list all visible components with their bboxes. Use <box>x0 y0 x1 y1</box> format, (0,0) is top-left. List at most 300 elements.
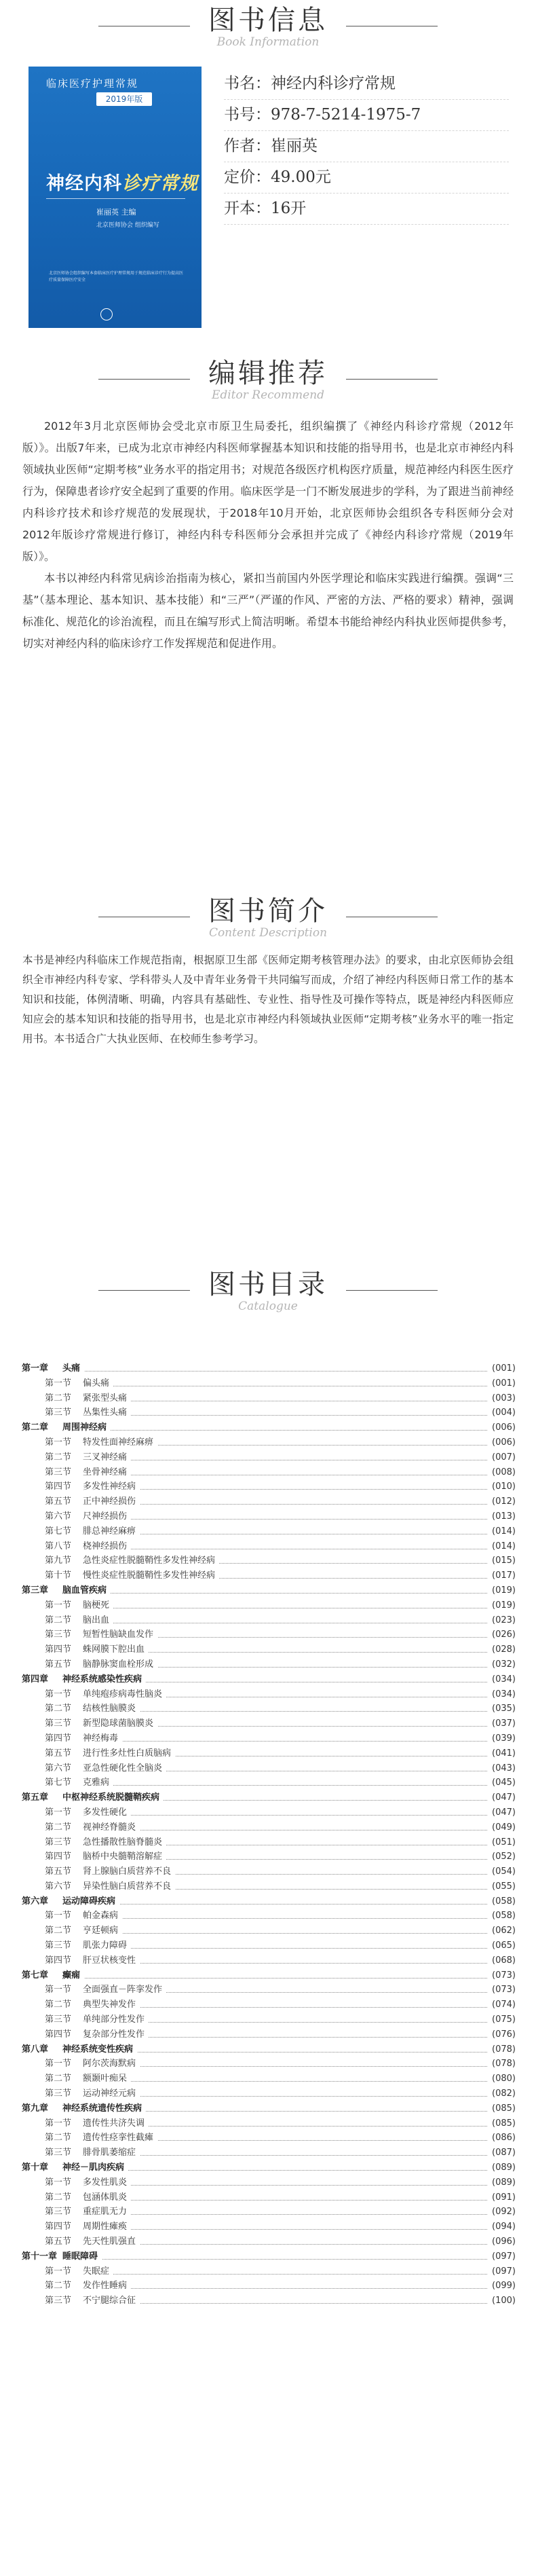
toc-entry-title <box>45 1953 140 1968</box>
cover-rule <box>46 198 185 199</box>
toc-entry-page: (014) <box>488 1539 516 1554</box>
toc-entry-number: 第三节 <box>45 2207 72 2218</box>
toc-section-row <box>22 1657 516 1672</box>
toc-entry-number: 第四节 <box>45 1482 72 1492</box>
toc-entry-label: 进行性多灶性白质脑病 <box>83 1748 172 1759</box>
toc-entry-title <box>45 1820 140 1835</box>
info-isbn-row <box>224 99 509 131</box>
cover-publisher-line: 北京医师协会 组织编写 <box>96 222 159 229</box>
toc-entry-title <box>22 2160 128 2175</box>
toc-chapter-row <box>22 1583 516 1598</box>
toc-entry-title <box>45 1524 140 1539</box>
toc-entry-page: (086) <box>488 2131 516 2146</box>
info-label: 书号： <box>224 106 271 124</box>
cover-title <box>46 168 198 195</box>
toc-entry-title <box>45 2234 140 2249</box>
toc-entry-title <box>45 1731 122 1746</box>
toc-section-row <box>22 1938 516 1953</box>
toc-entry-page: (034) <box>488 1687 516 1702</box>
info-value: 神经内科诊疗常规 <box>271 75 396 92</box>
info-value: 978-7-5214-1975-7 <box>271 106 421 124</box>
intro-paragraph: 本书是神经内科临床工作规范指南，根据原卫生部《医师定期考核管理办法》的要求，由北京医师协会组织全市神经内科专家、学科带头人及中青年业务骨干共同编写而成，介绍了神经内科医师日常工作的基本知识和技能，体例清晰、明确，内容具有基础性、专业性、指导性及可操作等特点，既是神经内科医师应知应会的基本知识和技能的指导用书，也是北京市神经内科领域执业医师“定期考核”业务水平的唯一指定用书。本书适合广大执业医师、在校师生参考学习。 <box>22 954 514 1045</box>
toc-entry-number: 第二章 <box>22 1422 49 1433</box>
toc-entry-number: 第二节 <box>45 2000 72 2010</box>
toc-entry-title <box>45 2175 131 2190</box>
toc-entry-number: 第三节 <box>45 2089 72 2099</box>
toc-entry-number: 第五节 <box>45 2237 72 2247</box>
toc-entry-number: 第一节 <box>45 2118 72 2129</box>
toc-entry-title <box>45 2279 131 2294</box>
toc-entry-page: (007) <box>488 1450 516 1465</box>
toc-entry-label: 阿尔茨海默病 <box>83 2059 136 2069</box>
toc-section-row <box>22 1850 516 1864</box>
toc-leader-dots <box>45 1785 516 1786</box>
toc-section-row <box>22 1405 516 1420</box>
heading-rule-left <box>98 379 190 380</box>
toc-entry-title <box>45 1761 166 1776</box>
toc-entry-page: (006) <box>488 1435 516 1450</box>
recommend-paragraph: 2012年3月北京医师协会受北京市原卫生局委托，组织编撰了《神经内科诊疗常规（2012年版）》。出版7年来，已成为北京市神经内科医师掌握基本知识和技能的指导用书，也是北京市神经内科领域执业医师“定期考核”业务水平的指定用书；对规范各级医疗机构医疗质量，规范神经内科医生医疗行为，保障患者诊疗安全起到了重要的作用。临床医学是一门不断发展进步的学科，为了跟进当前神经内科诊疗技术和诊疗规范的发展现状，于2018年10月开始，北京医师协会组织各专科医师分会对2012年版诊疗常规进行修订，神经内科专科医师分会承担并完成了《神经内科诊疗常规（2019年版）》。 <box>22 420 514 563</box>
info-title-row <box>224 68 509 100</box>
toc-entry-label: 运动神经元病 <box>83 2089 136 2099</box>
toc-entry-title <box>45 1405 131 1420</box>
toc-entry-number: 第五节 <box>45 1866 72 1877</box>
toc-entry-number: 第一节 <box>45 1600 72 1611</box>
toc-entry-number: 第三节 <box>45 2148 72 2158</box>
toc-entry-label: 紧张型头痛 <box>83 1393 128 1403</box>
toc-entry-page: (099) <box>488 2279 516 2294</box>
toc-section-row <box>22 1524 516 1539</box>
cover-series: 临床医疗护理常规 <box>46 77 139 90</box>
toc-entry-label: 肾上腺脑白质营养不良 <box>83 1866 172 1877</box>
intro-subtitle: Content Description <box>208 926 328 940</box>
toc-entry-label: 不宁腿综合征 <box>83 2296 136 2306</box>
toc-entry-label: 脑桥中央髓鞘溶解症 <box>83 1852 163 1862</box>
toc-section-row <box>22 2012 516 2027</box>
toc-entry-title <box>45 1775 113 1790</box>
toc-entry-title <box>45 1998 140 2012</box>
toc-entry-number: 第三节 <box>45 2296 72 2306</box>
toc-entry-page: (051) <box>488 1835 516 1850</box>
intro-title: 图书简介 <box>208 896 328 927</box>
toc-entry-title <box>45 1376 113 1391</box>
toc-section-row <box>22 1864 516 1879</box>
toc-entry-number: 第一章 <box>22 1363 49 1374</box>
toc-entry-title <box>22 1672 146 1687</box>
toc-section-row <box>22 1983 516 1998</box>
toc-entry-page: (003) <box>488 1391 516 1406</box>
toc-entry-number: 第一节 <box>45 2177 72 2188</box>
toc-entry-number: 第一节 <box>45 1437 72 1448</box>
toc-section-row <box>22 2175 516 2190</box>
toc-chapter-row <box>22 2249 516 2264</box>
toc-entry-label: 癫痫 <box>62 1970 81 1981</box>
toc-entry-page: (065) <box>488 1938 516 1953</box>
toc-entry-label: 脑静脉窦血栓形成 <box>83 1659 154 1670</box>
toc-entry-label: 重症肌无力 <box>83 2207 128 2218</box>
toc-entry-page: (062) <box>488 1924 516 1938</box>
toc-section-row <box>22 1687 516 1702</box>
toc-section-row <box>22 2086 516 2101</box>
editor-recommend-body <box>22 416 514 655</box>
toc-entry-page: (047) <box>488 1805 516 1820</box>
toc-entry-page: (017) <box>488 1568 516 1583</box>
toc-entry-label: 头痛 <box>62 1363 81 1374</box>
toc-entry-title <box>45 2264 113 2279</box>
toc-entry-number: 第八节 <box>45 1541 72 1551</box>
toc-section-row <box>22 2190 516 2205</box>
toc-entry-number: 第三节 <box>45 1718 72 1729</box>
info-price-row <box>224 162 509 194</box>
toc-entry-number: 第一节 <box>45 1689 72 1699</box>
toc-entry-title <box>45 1864 175 1879</box>
toc-entry-label: 急性炎症性脱髓鞘性多发性神经病 <box>83 1556 216 1566</box>
toc-entry-label: 神经系统遗传性疾病 <box>62 2103 142 2114</box>
toc-chapter-row <box>22 1361 516 1376</box>
toc-section-row <box>22 2234 516 2249</box>
toc-entry-title <box>45 1835 166 1850</box>
toc-entry-title <box>45 2072 131 2086</box>
toc-entry-label: 运动障碍疾病 <box>62 1896 116 1907</box>
toc-chapter-row <box>22 2160 516 2175</box>
toc-section-row <box>22 1924 516 1938</box>
toc-entry-title <box>22 2249 102 2264</box>
toc-section-row <box>22 1598 516 1613</box>
toc-entry-title <box>45 1805 131 1820</box>
toc-section-row <box>22 1494 516 1509</box>
toc-entry-title <box>45 2057 140 2072</box>
toc-entry-label: 脑血管疾病 <box>62 1585 107 1596</box>
toc-entry-title <box>45 2012 149 2027</box>
toc-entry-number: 第四节 <box>45 1852 72 1862</box>
toc-entry-title <box>45 2205 131 2220</box>
toc-entry-page: (012) <box>488 1494 516 1509</box>
cover-title-accent: 诊疗常规 <box>122 173 198 194</box>
toc-entry-title <box>45 1746 175 1761</box>
info-label: 书名： <box>224 75 271 92</box>
toc-entry-page: (028) <box>488 1642 516 1657</box>
toc-entry-title <box>45 1909 122 1924</box>
toc-section-row <box>22 1998 516 2012</box>
toc-entry-page: (006) <box>488 1420 516 1435</box>
toc-entry-title <box>45 1539 131 1554</box>
toc-entry-title <box>45 1627 157 1642</box>
toc-leader-dots <box>22 1978 516 1979</box>
toc-entry-page: (013) <box>488 1509 516 1524</box>
toc-entry-number: 第二节 <box>45 1615 72 1625</box>
toc-entry-title <box>45 1479 140 1494</box>
toc-entry-number: 第六节 <box>45 1511 72 1522</box>
info-format-row <box>224 193 509 225</box>
toc-section-row <box>22 1716 516 1731</box>
toc-entry-label: 周期性瘫痪 <box>83 2222 128 2232</box>
cover-fineprint: 北京医师协会组织编写本套临床医疗护理常规用于规范临床诊疗行为提高医疗质量保障医疗安全 <box>49 271 184 282</box>
toc-entry-number: 第七节 <box>45 1526 72 1537</box>
toc-entry-page: (096) <box>488 2234 516 2249</box>
toc-entry-number: 第二节 <box>45 2133 72 2143</box>
toc-entry-label: 偏头痛 <box>83 1378 110 1388</box>
toc-entry-title <box>22 1583 111 1598</box>
toc-entry-number: 第二节 <box>45 2192 72 2203</box>
toc-entry-title <box>22 1420 111 1435</box>
toc-entry-title <box>45 1716 157 1731</box>
toc-entry-page: (023) <box>488 1613 516 1628</box>
toc-entry-title <box>45 1924 122 1938</box>
toc-entry-number: 第三节 <box>45 1630 72 1640</box>
toc-entry-title <box>45 2220 131 2234</box>
toc-entry-label: 特发性面神经麻痹 <box>83 1437 154 1448</box>
toc-entry-label: 肝豆状核变性 <box>83 1955 136 1966</box>
toc-entry-title <box>45 1568 219 1583</box>
toc-section-row <box>22 1479 516 1494</box>
toc-chapter-row <box>22 2101 516 2116</box>
toc-entry-page: (019) <box>488 1598 516 1613</box>
toc-entry-title <box>22 2042 137 2057</box>
toc-section-row <box>22 2131 516 2146</box>
toc-entry-page: (082) <box>488 2086 516 2101</box>
toc-entry-label: 神经系统感染性疾病 <box>62 1674 142 1685</box>
toc-section-row <box>22 1553 516 1568</box>
toc-entry-number: 第四节 <box>45 2029 72 2040</box>
toc-entry-title <box>45 1642 149 1657</box>
toc-section-row <box>22 1391 516 1406</box>
toc-leader-dots <box>45 2274 516 2275</box>
toc-entry-number: 第二节 <box>45 1393 72 1403</box>
intro-heading <box>0 896 536 940</box>
toc-entry-label: 神经－肌肉疾病 <box>62 2163 125 2173</box>
toc-entry-number: 第一节 <box>45 2059 72 2069</box>
toc-entry-page: (041) <box>488 1746 516 1761</box>
toc-entry-title <box>45 1435 157 1450</box>
heading-rule-right <box>346 1290 438 1291</box>
toc-section-row <box>22 2027 516 2042</box>
toc-section-row <box>22 1613 516 1628</box>
toc-entry-label: 脑出血 <box>83 1615 110 1625</box>
toc-entry-page: (076) <box>488 2027 516 2042</box>
toc-entry-number: 第二节 <box>45 2281 72 2292</box>
toc-entry-label: 额颞叶痴呆 <box>83 2074 128 2084</box>
toc-entry-number: 第四节 <box>45 1955 72 1966</box>
toc-section-row <box>22 1568 516 1583</box>
toc-section-row <box>22 1509 516 1524</box>
toc-section-row <box>22 2220 516 2234</box>
toc-entry-number: 第五节 <box>45 1659 72 1670</box>
toc-chapter-row <box>22 1968 516 1983</box>
editor-recommend-title: 编辑推荐 <box>208 358 328 389</box>
info-label: 作者： <box>224 137 271 155</box>
toc-entry-number: 第二节 <box>45 2074 72 2084</box>
toc-entry-page: (075) <box>488 2012 516 2027</box>
toc-entry-page: (001) <box>488 1361 516 1376</box>
toc-section-row <box>22 1775 516 1790</box>
book-info-subtitle: Book Information <box>216 35 320 49</box>
toc-entry-label: 多发性肌炎 <box>83 2177 128 2188</box>
toc-entry-title <box>45 1657 157 1672</box>
toc-entry-title <box>45 2131 157 2146</box>
toc-entry-label: 肌张力障碍 <box>83 1940 128 1951</box>
toc-entry-page: (078) <box>488 2042 516 2057</box>
book-info-heading <box>0 5 536 49</box>
toc-entry-label: 异染性脑白质营养不良 <box>83 1881 172 1892</box>
toc-entry-label: 腓骨肌萎缩症 <box>83 2148 136 2158</box>
toc-entry-number: 第二节 <box>45 1822 72 1833</box>
toc-section-row <box>22 1835 516 1850</box>
toc-entry-label: 全面强直－阵挛发作 <box>83 1985 163 1995</box>
toc-entry-title <box>45 1598 113 1613</box>
toc-entry-title <box>45 1701 140 1716</box>
toc-entry-number: 第四节 <box>45 1644 72 1655</box>
toc-entry-page: (015) <box>488 1553 516 1568</box>
toc-entry-number: 第四节 <box>45 2222 72 2232</box>
toc-entry-number: 第七节 <box>45 1778 72 1788</box>
toc-section-row <box>22 1465 516 1480</box>
info-label: 开本： <box>224 200 271 217</box>
toc-entry-page: (094) <box>488 2220 516 2234</box>
toc-chapter-row <box>22 1894 516 1909</box>
toc-section-row <box>22 2116 516 2131</box>
toc-entry-label: 正中神经损伤 <box>83 1496 136 1507</box>
toc-section-row <box>22 1701 516 1716</box>
toc-entry-number: 第六节 <box>45 1763 72 1773</box>
book-info-title: 图书信息 <box>208 5 328 36</box>
info-label: 定价： <box>224 168 271 186</box>
info-value: 崔丽英 <box>271 137 318 155</box>
toc-entry-title <box>45 1509 131 1524</box>
toc-entry-page: (058) <box>488 1909 516 1924</box>
toc-entry-title <box>45 2190 131 2205</box>
toc-entry-number: 第六节 <box>45 1881 72 1892</box>
toc-entry-number: 第三章 <box>22 1585 49 1596</box>
toc-entry-page: (043) <box>488 1761 516 1776</box>
editor-recommend-heading <box>0 358 536 402</box>
heading-rule-right <box>346 379 438 380</box>
toc-section-row <box>22 1953 516 1968</box>
toc-entry-label: 脑梗死 <box>83 1600 110 1611</box>
toc-entry-number: 第一节 <box>45 1911 72 1921</box>
toc-section-row <box>22 1450 516 1465</box>
cover-edition-badge: 2019年版 <box>96 92 152 106</box>
toc-entry-number: 第四章 <box>22 1674 49 1685</box>
toc-entry-title <box>45 1983 166 1998</box>
toc-heading <box>0 1270 536 1313</box>
toc-entry-page: (026) <box>488 1627 516 1642</box>
toc-chapter-row <box>22 1420 516 1435</box>
toc-entry-page: (080) <box>488 2072 516 2086</box>
toc-entry-title <box>45 2294 140 2308</box>
toc-entry-page: (085) <box>488 2101 516 2116</box>
toc-entry-page: (004) <box>488 1405 516 1420</box>
toc-entry-title <box>45 2146 140 2160</box>
toc-entry-title <box>45 1938 131 1953</box>
toc-entry-label: 亚急性硬化性全脑炎 <box>83 1763 163 1773</box>
toc-entry-label: 神经梅毒 <box>83 1733 119 1744</box>
toc-entry-number: 第三节 <box>45 1407 72 1418</box>
toc-entry-title <box>45 1391 131 1406</box>
toc-section-row <box>22 2279 516 2294</box>
toc-entry-page: (089) <box>488 2160 516 2175</box>
toc-entry-number: 第四节 <box>45 1733 72 1744</box>
toc-entry-label: 蛛网膜下腔出血 <box>83 1644 145 1655</box>
toc-entry-title <box>22 1790 164 1805</box>
toc-entry-page: (039) <box>488 1731 516 1746</box>
toc-entry-label: 视神经脊髓炎 <box>83 1822 136 1833</box>
toc-entry-page: (014) <box>488 1524 516 1539</box>
toc-entry-page: (074) <box>488 1998 516 2012</box>
toc-entry-page: (078) <box>488 2057 516 2072</box>
toc-entry-page: (008) <box>488 1465 516 1480</box>
toc-entry-page: (058) <box>488 1894 516 1909</box>
toc-entry-label: 腓总神经麻痹 <box>83 1526 136 1537</box>
toc-entry-number: 第九节 <box>45 1556 72 1566</box>
toc-section-row <box>22 1909 516 1924</box>
toc-entry-label: 丛集性头痛 <box>83 1407 128 1418</box>
toc-entry-label: 急性播散性脑脊髓炎 <box>83 1837 163 1847</box>
toc-entry-page: (097) <box>488 2249 516 2264</box>
toc-entry-number: 第八章 <box>22 2044 49 2055</box>
toc-section-row <box>22 1820 516 1835</box>
toc-section-row <box>22 1376 516 1391</box>
toc-entry-number: 第二节 <box>45 1926 72 1936</box>
toc-entry-page: (032) <box>488 1657 516 1672</box>
toc-entry-title <box>22 1968 84 1983</box>
toc-title: 图书目录 <box>208 1269 328 1300</box>
toc-entry-title <box>22 1894 119 1909</box>
toc-entry-label: 单纯部分性发作 <box>83 2014 145 2025</box>
toc-entry-title <box>22 2101 146 2116</box>
toc-section-row <box>22 1879 516 1894</box>
toc-entry-page: (085) <box>488 2116 516 2131</box>
toc-entry-label: 桡神经损伤 <box>83 1541 128 1551</box>
toc-entry-number: 第十章 <box>22 2163 49 2173</box>
toc-entry-page: (091) <box>488 2190 516 2205</box>
info-author-row <box>224 130 509 162</box>
toc-entry-page: (010) <box>488 1479 516 1494</box>
toc-entry-label: 短暂性脑缺血发作 <box>83 1630 154 1640</box>
toc-entry-number: 第二节 <box>45 1704 72 1714</box>
toc-entry-label: 中枢神经系统脱髓鞘疾病 <box>62 1792 160 1803</box>
toc-entry-label: 复杂部分性发作 <box>83 2029 145 2040</box>
toc-entry-page: (052) <box>488 1850 516 1864</box>
toc-entry-title <box>45 2116 149 2131</box>
toc-entry-number: 第三节 <box>45 1940 72 1951</box>
toc-entry-number: 第三节 <box>45 1837 72 1847</box>
toc-entry-label: 多发性神经病 <box>83 1482 136 1492</box>
toc-entry-label: 克雅病 <box>83 1778 110 1788</box>
toc-entry-label: 新型隐球菌脑膜炎 <box>83 1718 154 1729</box>
toc-entry-number: 第五节 <box>45 1496 72 1507</box>
toc-entry-number: 第七章 <box>22 1970 49 1981</box>
toc-entry-label: 先天性肌强直 <box>83 2237 136 2247</box>
toc-entry-label: 遗传性痉挛性截瘫 <box>83 2133 154 2143</box>
toc-entry-number: 第五章 <box>22 1792 49 1803</box>
info-value: 16开 <box>271 200 307 217</box>
toc-section-row <box>22 2294 516 2308</box>
intro-body <box>22 951 514 1049</box>
table-of-contents <box>22 1361 516 2308</box>
toc-section-row <box>22 2057 516 2072</box>
toc-entry-page: (035) <box>488 1701 516 1716</box>
toc-entry-page: (089) <box>488 2175 516 2190</box>
toc-entry-label: 帕金森病 <box>83 1911 119 1921</box>
toc-entry-label: 遗传性共济失调 <box>83 2118 145 2129</box>
toc-section-row <box>22 1805 516 1820</box>
toc-entry-label: 慢性炎症性脱髓鞘性多发性神经病 <box>83 1570 216 1581</box>
toc-entry-number: 第一节 <box>45 1378 72 1388</box>
heading-rule-left <box>98 1290 190 1291</box>
toc-entry-page: (097) <box>488 2264 516 2279</box>
toc-entry-label: 多发性硬化 <box>83 1807 128 1818</box>
info-value: 49.00元 <box>271 168 331 186</box>
